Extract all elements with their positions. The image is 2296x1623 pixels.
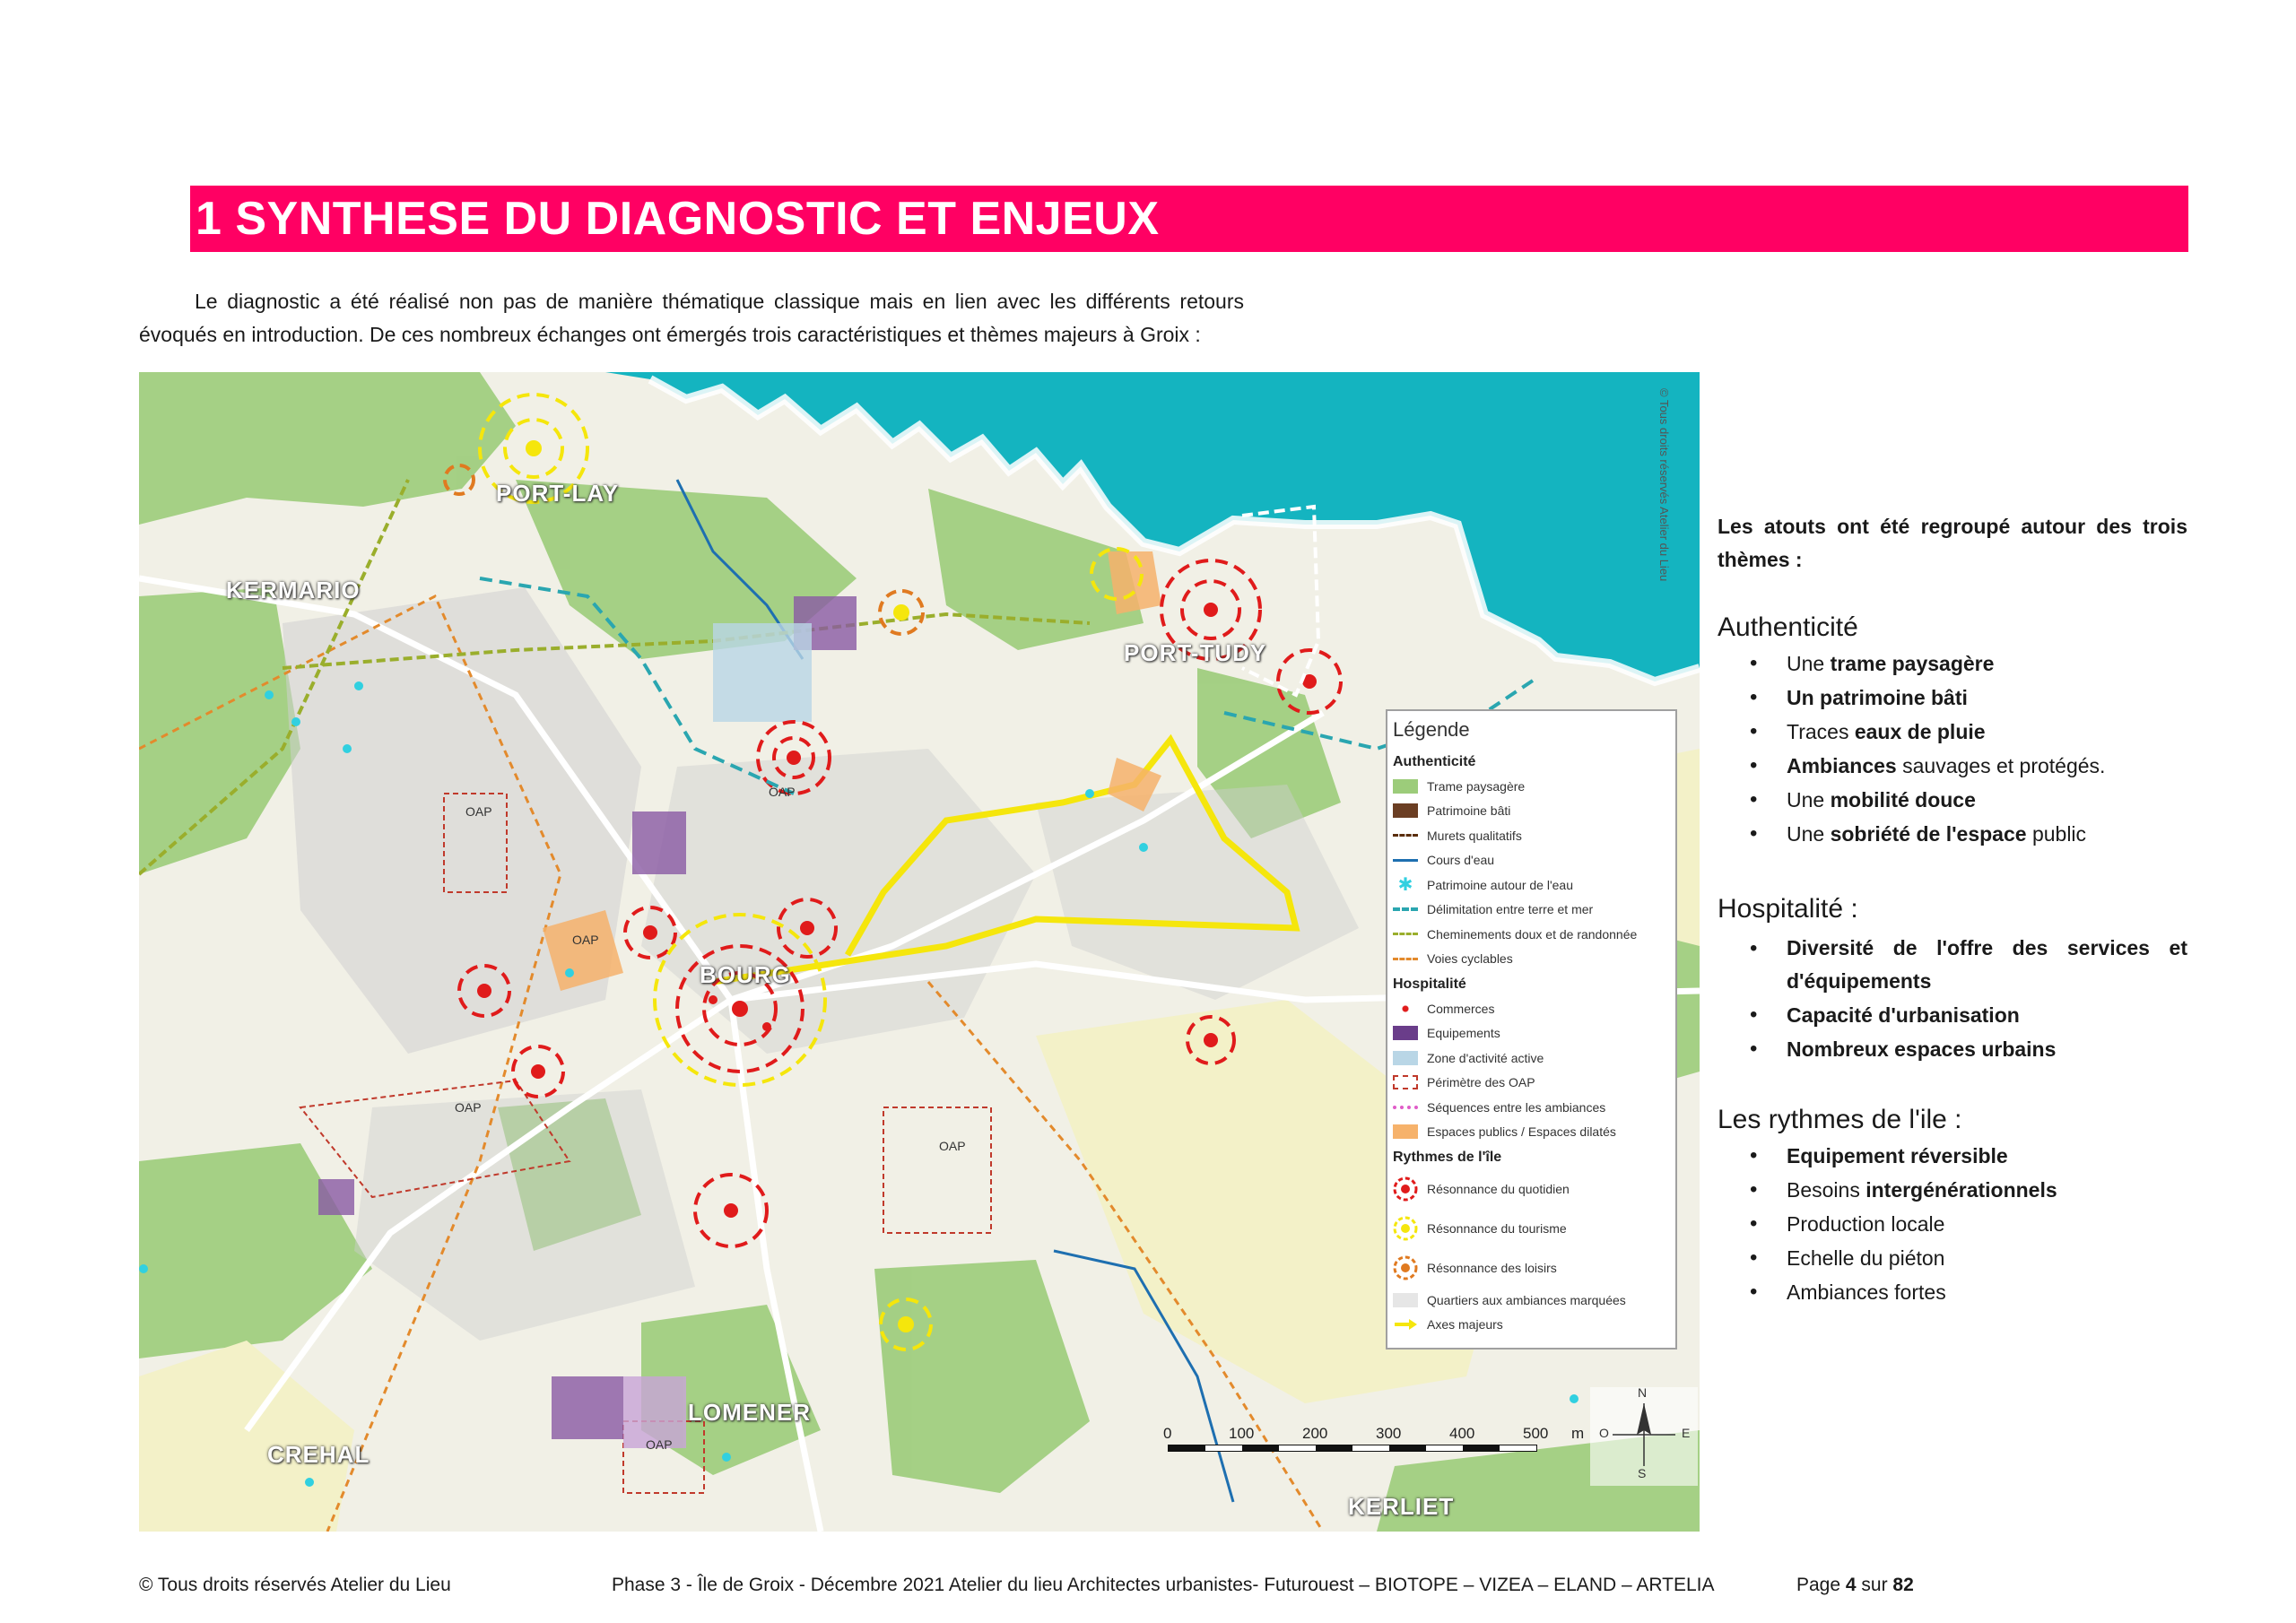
scale-tick: 200 bbox=[1302, 1425, 1328, 1442]
oap-label: OAP bbox=[646, 1437, 673, 1452]
legend-section-authenticite: Authenticité bbox=[1393, 754, 1476, 769]
coastline-line-icon bbox=[1393, 907, 1418, 911]
legend-section-rythmes: Rythmes de l'île bbox=[1393, 1150, 1502, 1165]
scale-tick: 100 bbox=[1229, 1425, 1255, 1442]
compass-s: S bbox=[1638, 1466, 1647, 1480]
legend-label: Cours d'eau bbox=[1427, 853, 1495, 868]
theme-title: Hospitalité : bbox=[1718, 894, 1858, 924]
theme-item: • Besoins intergénérationnels bbox=[1718, 1173, 2057, 1207]
oap-label: OAP bbox=[465, 804, 492, 819]
red-ring-icon bbox=[1393, 1176, 1418, 1202]
sidebar-intro-line-1: Les atouts ont été regroupé autour des trois bbox=[1718, 515, 2187, 538]
scale-bar bbox=[1168, 1445, 1537, 1452]
map-scale-bar bbox=[1163, 1425, 1598, 1455]
intro-paragraph bbox=[139, 285, 1244, 352]
path-line-icon bbox=[1393, 933, 1418, 935]
theme-title: Authenticité bbox=[1718, 612, 1858, 642]
legend-label: Périmètre des OAP bbox=[1427, 1075, 1535, 1090]
footer-page-number bbox=[1796, 1575, 1914, 1596]
yellow-arrow-icon bbox=[1393, 1317, 1418, 1332]
legend-item bbox=[1393, 1046, 1675, 1071]
theme-item: • Ambiances sauvages et protégés. bbox=[1718, 749, 2105, 783]
legend-label: Résonnance du tourisme bbox=[1427, 1221, 1567, 1236]
sidebar-intro-line-2: thèmes : bbox=[1718, 548, 1803, 571]
theme-item: • Ambiances fortes bbox=[1718, 1275, 2057, 1309]
sequence-line-icon bbox=[1393, 1106, 1418, 1109]
footer-copyright: © Tous droits réservés Atelier du Lieu bbox=[139, 1575, 451, 1595]
theme-list bbox=[1718, 932, 2187, 1066]
theme-item: • Une mobilité douce bbox=[1718, 783, 2105, 817]
legend-label: Espaces publics / Espaces dilatés bbox=[1427, 1124, 1616, 1140]
theme-item: • Une trame paysagère bbox=[1718, 647, 2105, 681]
section-title-banner bbox=[190, 186, 2188, 252]
legend-title: Légende bbox=[1393, 718, 1470, 741]
legend-item bbox=[1393, 872, 1675, 898]
water-asterisk-icon: ✱ bbox=[1397, 874, 1413, 895]
scale-unit: m bbox=[1571, 1425, 1585, 1442]
legend-label: Commerces bbox=[1427, 1001, 1495, 1016]
section-title: 1 SYNTHESE DU DIAGNOSTIC ET ENJEUX bbox=[196, 193, 1160, 245]
place-bourg: BOURG bbox=[700, 961, 791, 988]
legend-label: Résonnance des loisirs bbox=[1427, 1261, 1557, 1275]
legend-item bbox=[1393, 799, 1675, 824]
legend-label: Zone d'activité active bbox=[1427, 1050, 1544, 1065]
map-legend bbox=[1386, 709, 1677, 1350]
intro-line-2: évoqués en introduction. De ces nombreux échanges ont émergés trois caractéristiques et thèmes majeurs à Groix : bbox=[139, 323, 1201, 346]
page-mid: sur bbox=[1856, 1575, 1893, 1595]
page-prefix: Page bbox=[1796, 1575, 1846, 1595]
legend-item bbox=[1393, 1021, 1675, 1046]
theme-list bbox=[1718, 1139, 2057, 1309]
legend-item bbox=[1393, 823, 1675, 848]
blue-swatch-icon bbox=[1393, 1051, 1418, 1065]
legend-item bbox=[1393, 848, 1675, 873]
legend-item bbox=[1393, 1248, 1675, 1288]
theme-item: • Echelle du piéton bbox=[1718, 1241, 2057, 1275]
scale-tick: 500 bbox=[1523, 1425, 1549, 1442]
diagnostic-map bbox=[139, 372, 1700, 1532]
legend-label: Axes majeurs bbox=[1427, 1317, 1503, 1332]
yellow-ring-icon bbox=[1393, 1216, 1418, 1241]
oap-label: OAP bbox=[455, 1100, 482, 1115]
theme-item: • Equipement réversible bbox=[1718, 1139, 2057, 1173]
theme-item: • Diversité de l'offre des services et d'équipements bbox=[1718, 932, 2187, 998]
place-lomener: LOMENER bbox=[688, 1399, 811, 1426]
legend-label: Quartiers aux ambiances marquées bbox=[1427, 1292, 1626, 1307]
legend-label: Patrimoine bâti bbox=[1427, 803, 1511, 819]
legend-label: Cheminements doux et de randonnée bbox=[1427, 926, 1638, 942]
legend-item bbox=[1393, 1209, 1675, 1248]
theme-hospitalite bbox=[1718, 894, 2187, 1066]
stream-line-icon bbox=[1393, 859, 1418, 862]
legend-item bbox=[1393, 774, 1675, 799]
legend-item bbox=[1393, 1120, 1675, 1145]
place-port-tudy: PORT-TUDY bbox=[1124, 639, 1267, 666]
map-activity-zone bbox=[713, 623, 812, 722]
theme-list bbox=[1718, 647, 2105, 851]
theme-item: • Traces eaux de pluie bbox=[1718, 715, 2105, 749]
wall-line-icon bbox=[1393, 834, 1418, 837]
scale-tick: 300 bbox=[1376, 1425, 1402, 1442]
place-kermario: KERMARIO bbox=[226, 577, 361, 603]
theme-item: • Une sobriété de l'espace public bbox=[1718, 817, 2105, 851]
intro-line-1: Le diagnostic a été réalisé non pas de manière thématique classique mais en lien avec les différents retours bbox=[195, 290, 1244, 313]
footer-center: Phase 3 - Île de Groix - Décembre 2021 Atelier du lieu Architectes urbanistes- Futurouest – BIOTOPE – VIZEA – ELAND – ARTELIA bbox=[612, 1575, 1715, 1595]
compass-e: E bbox=[1682, 1426, 1691, 1440]
legend-label: Equipements bbox=[1427, 1026, 1500, 1041]
theme-item: • Un patrimoine bâti bbox=[1718, 681, 2105, 715]
legend-item bbox=[1393, 1071, 1675, 1096]
page-total: 82 bbox=[1892, 1575, 1914, 1595]
legend-label: Résonnance du quotidien bbox=[1427, 1182, 1570, 1196]
legend-label: Séquences entre les ambiances bbox=[1427, 1099, 1606, 1115]
place-kerliet: KERLIET bbox=[1348, 1493, 1455, 1520]
place-crehal: CREHAL bbox=[267, 1441, 370, 1468]
scale-tick: 400 bbox=[1449, 1425, 1475, 1442]
map-copyright-vertical: © Tous droits réservés Atelier du Lieu bbox=[1657, 388, 1671, 582]
legend-item bbox=[1393, 947, 1675, 972]
legend-item bbox=[1393, 898, 1675, 923]
place-port-lay: PORT-LAY bbox=[496, 480, 620, 507]
theme-title: Les rythmes de l'ile : bbox=[1718, 1105, 1962, 1134]
oap-perimeter-icon bbox=[1393, 1075, 1418, 1089]
legend-label: Délimitation entre terre et mer bbox=[1427, 902, 1594, 917]
orange-swatch-icon bbox=[1393, 1124, 1418, 1139]
legend-label: Murets qualitatifs bbox=[1427, 828, 1522, 843]
page-current: 4 bbox=[1845, 1575, 1857, 1595]
oap-label: OAP bbox=[939, 1139, 966, 1153]
legend-item bbox=[1393, 1288, 1675, 1313]
shop-dot-icon bbox=[1393, 1002, 1418, 1016]
grey-swatch-icon bbox=[1393, 1293, 1418, 1307]
theme-authenticite bbox=[1718, 612, 2105, 851]
legend-item bbox=[1393, 1313, 1675, 1338]
theme-item: • Nombreux espaces urbains bbox=[1718, 1032, 2187, 1066]
legend-label: Trame paysagère bbox=[1427, 778, 1526, 794]
legend-section-hospitalite: Hospitalité bbox=[1393, 976, 1466, 992]
theme-rythmes bbox=[1718, 1105, 2057, 1309]
orange-ring-icon bbox=[1393, 1255, 1418, 1280]
sidebar-intro bbox=[1718, 510, 2187, 577]
theme-item: • Production locale bbox=[1718, 1207, 2057, 1241]
compass-o: O bbox=[1599, 1426, 1609, 1440]
oap-label: OAP bbox=[769, 785, 796, 799]
theme-item: • Capacité d'urbanisation bbox=[1718, 998, 2187, 1032]
legend-label: Patrimoine autour de l'eau bbox=[1427, 877, 1573, 892]
legend-item bbox=[1393, 922, 1675, 947]
green-swatch-icon bbox=[1393, 779, 1418, 794]
cycle-line-icon bbox=[1393, 958, 1418, 960]
legend-item bbox=[1393, 1095, 1675, 1120]
compass-n: N bbox=[1638, 1385, 1648, 1400]
legend-item bbox=[1393, 1169, 1675, 1209]
legend-label: Voies cyclables bbox=[1427, 951, 1513, 967]
scale-tick: 0 bbox=[1163, 1425, 1172, 1442]
brown-swatch-icon bbox=[1393, 803, 1418, 818]
oap-label: OAP bbox=[572, 933, 599, 947]
purple-swatch-icon bbox=[1393, 1026, 1418, 1040]
legend-item bbox=[1393, 996, 1675, 1021]
